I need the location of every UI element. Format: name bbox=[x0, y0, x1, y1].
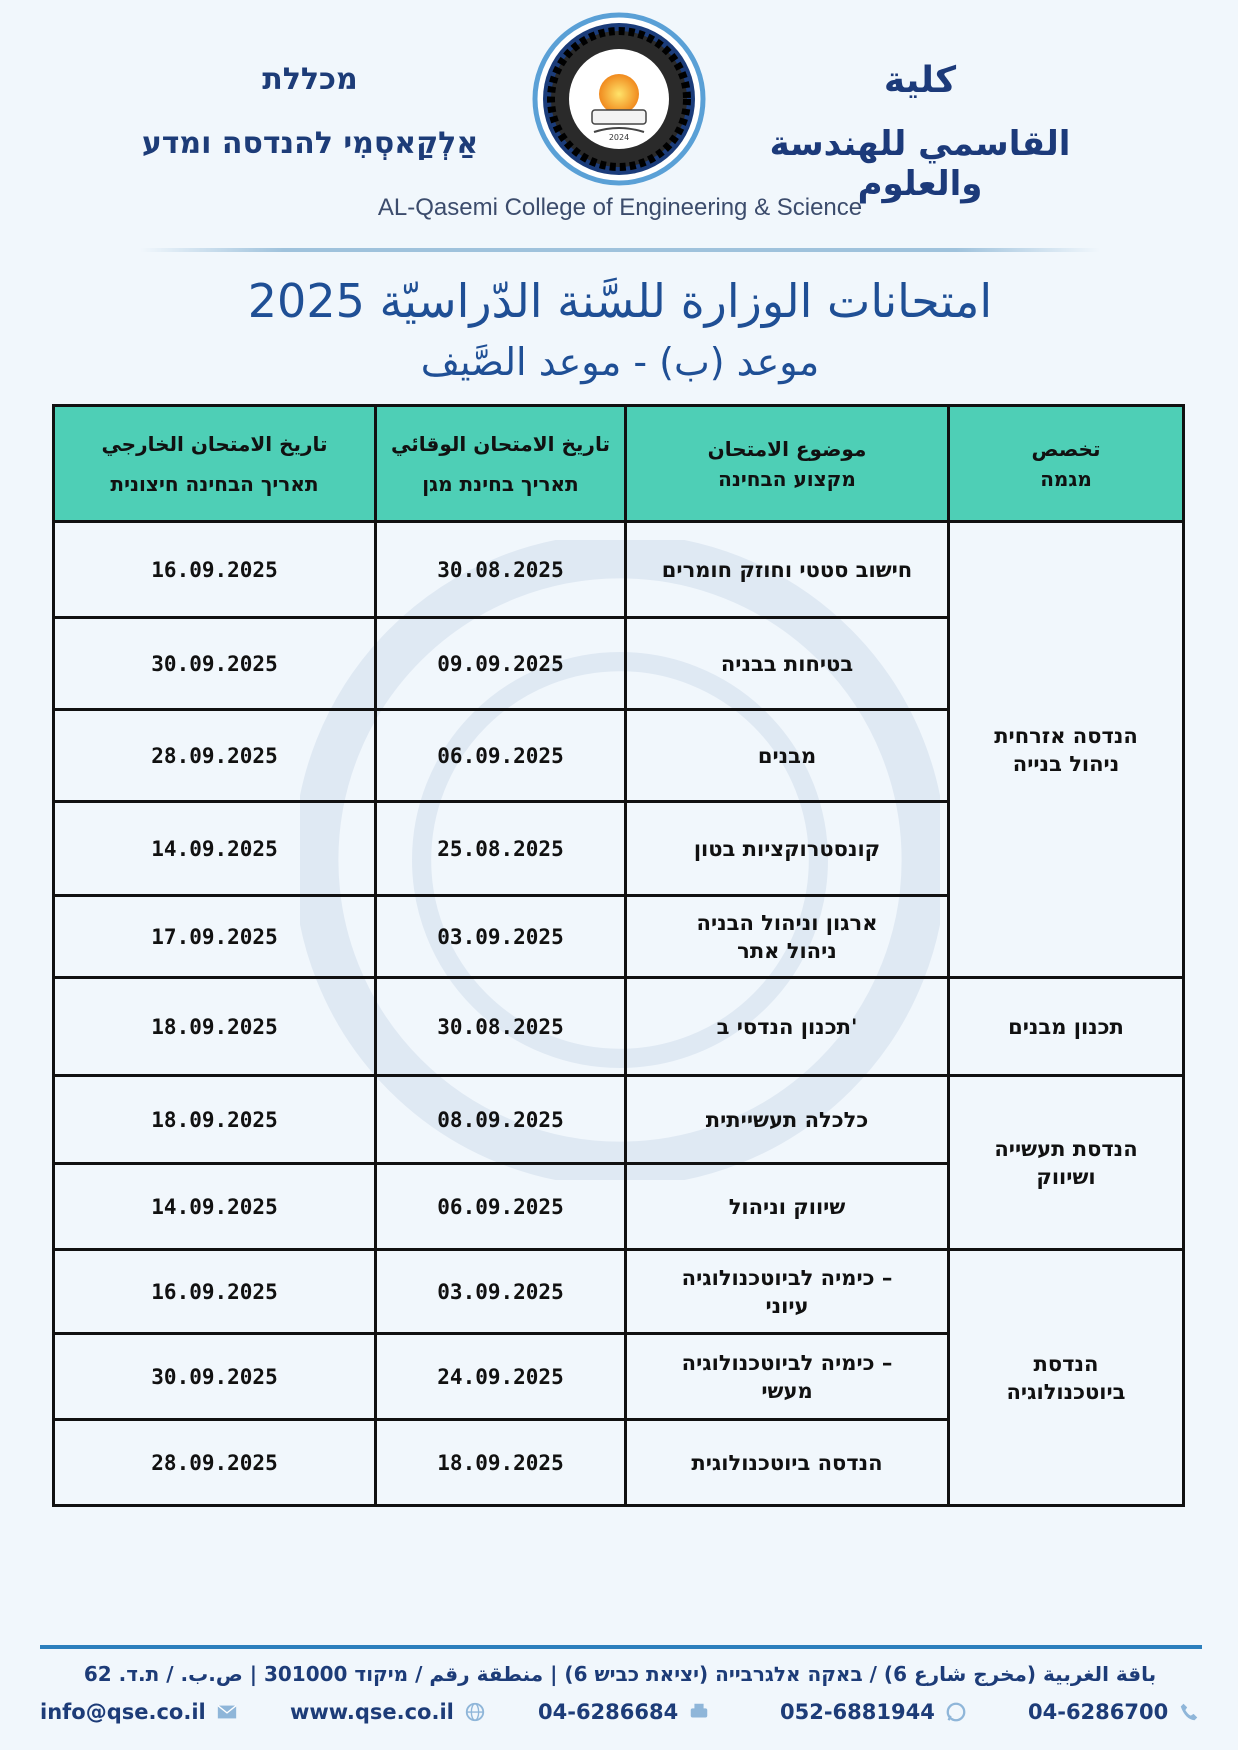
header-prelim-date-ar: تاريخ الامتحان الوقائي bbox=[391, 431, 610, 456]
prelim-date-cell: 08.09.2025 bbox=[376, 1076, 626, 1164]
subject-line: מבנים bbox=[757, 743, 817, 768]
footer-phone bbox=[1028, 1700, 1202, 1724]
subject-line: קונסטרוקציות בטון bbox=[693, 836, 881, 861]
footer-website[interactable] bbox=[290, 1700, 488, 1724]
external-date-cell: 30.09.2025 bbox=[54, 1334, 376, 1420]
specialty-line: ביוטכנולוגיה bbox=[1006, 1379, 1126, 1404]
subject-line: כלכלה תעשייתית bbox=[705, 1107, 869, 1132]
subject-line: מעשי bbox=[761, 1378, 813, 1403]
specialty-line: ושיווק bbox=[1036, 1164, 1096, 1189]
prelim-date-cell: 03.09.2025 bbox=[376, 896, 626, 978]
prelim-date-cell: 24.09.2025 bbox=[376, 1334, 626, 1420]
specialty-line: תכנון מבנים bbox=[1008, 1014, 1124, 1039]
header-external-date bbox=[54, 406, 376, 522]
subject-line: תכנון הנדסי ב' bbox=[716, 1014, 858, 1039]
external-date-cell: 14.09.2025 bbox=[54, 802, 376, 896]
subject-line: ניהול אתר bbox=[737, 938, 837, 963]
arabic-college-name: القاسمي للهندسة والعلوم bbox=[769, 124, 1071, 204]
footer-email[interactable] bbox=[40, 1700, 240, 1724]
external-date-cell: 18.09.2025 bbox=[54, 978, 376, 1076]
external-date-cell: 28.09.2025 bbox=[54, 710, 376, 802]
footer-divider bbox=[40, 1645, 1202, 1649]
header-divider bbox=[140, 248, 1100, 252]
prelim-date-cell: 25.08.2025 bbox=[376, 802, 626, 896]
prelim-date-cell: 30.08.2025 bbox=[376, 978, 626, 1076]
prelim-date-cell: 18.09.2025 bbox=[376, 1420, 626, 1506]
header-specialty-he: מגמה bbox=[1040, 466, 1092, 491]
footer-phone-text: 04-6286700 bbox=[1028, 1700, 1169, 1724]
header-external-date-he: תאריך הבחינה חיצונית bbox=[110, 471, 319, 496]
hebrew-college-name: אַלְקַאסְמִי להנדסה ומדע bbox=[141, 126, 479, 161]
subject-line: הנדסה ביוטכנולוגית bbox=[691, 1450, 883, 1475]
college-logo bbox=[532, 12, 706, 186]
footer-fax bbox=[538, 1700, 712, 1724]
whatsapp-icon bbox=[943, 1701, 969, 1723]
external-date-cell: 17.09.2025 bbox=[54, 896, 376, 978]
globe-icon bbox=[462, 1701, 488, 1723]
specialty-cell bbox=[949, 1250, 1184, 1506]
subject-cell bbox=[626, 1250, 949, 1334]
specialty-cell bbox=[949, 522, 1184, 978]
table-header-row bbox=[54, 406, 1184, 522]
subject-line: חישוב סטטי וחוזק חומרים bbox=[661, 557, 913, 582]
subject-line: כימיה לביוטכנולוגיה – bbox=[681, 1350, 893, 1375]
table-row bbox=[54, 1250, 1184, 1334]
header-specialty bbox=[949, 406, 1184, 522]
email-icon bbox=[214, 1701, 240, 1723]
header-external-date-ar: تاريخ الامتحان الخارجي bbox=[101, 431, 328, 456]
subject-cell bbox=[626, 1164, 949, 1250]
subject-cell bbox=[626, 1420, 949, 1506]
header-specialty-ar: تخصص bbox=[1031, 436, 1101, 461]
external-date-cell: 14.09.2025 bbox=[54, 1164, 376, 1250]
specialty-line: הנדסת bbox=[1033, 1351, 1099, 1376]
prelim-date-cell: 03.09.2025 bbox=[376, 1250, 626, 1334]
footer-website-text[interactable]: www.qse.co.il bbox=[290, 1700, 454, 1724]
external-date-cell: 28.09.2025 bbox=[54, 1420, 376, 1506]
fax-icon bbox=[686, 1701, 712, 1723]
footer-mobile-text: 052-6881944 bbox=[780, 1700, 935, 1724]
subject-cell bbox=[626, 802, 949, 896]
subject-cell bbox=[626, 896, 949, 978]
header-subject bbox=[626, 406, 949, 522]
footer-address: باقة الغربية (مخرج شارع 6) / באקה אלגרבייה (יציאת כביש 6) | منطقة رقم / מיקוד 301000 | ص.ب. / ת.ד. 62 bbox=[83, 1662, 1157, 1686]
table-row bbox=[54, 1076, 1184, 1164]
page-title: امتحانات الوزارة للسَّنة الدّراسيّة 2025 bbox=[247, 274, 993, 328]
subject-cell bbox=[626, 710, 949, 802]
prelim-date-cell: 09.09.2025 bbox=[376, 618, 626, 710]
specialty-line: ניהול בנייה bbox=[1012, 751, 1120, 776]
english-college-name: AL-Qasemi College of Engineering & Science bbox=[377, 194, 863, 221]
external-date-cell: 30.09.2025 bbox=[54, 618, 376, 710]
specialty-line: הנדסה אזרחית bbox=[994, 723, 1138, 748]
header-subject-ar: موضوع الامتحان bbox=[707, 436, 867, 461]
subject-line: בטיחות בבניה bbox=[720, 651, 854, 676]
header-prelim-date-he: תאריך בחינת מגן bbox=[422, 471, 579, 496]
table-row bbox=[54, 978, 1184, 1076]
subject-cell bbox=[626, 978, 949, 1076]
external-date-cell: 16.09.2025 bbox=[54, 1250, 376, 1334]
subject-line: שיווק וניהול bbox=[728, 1194, 846, 1219]
hebrew-college-word: מכללת bbox=[262, 62, 358, 97]
subject-cell bbox=[626, 1076, 949, 1164]
specialty-line: הנדסת תעשייה bbox=[994, 1136, 1138, 1161]
specialty-cell bbox=[949, 1076, 1184, 1250]
arabic-college-word: كلية bbox=[883, 60, 957, 101]
prelim-date-cell: 06.09.2025 bbox=[376, 1164, 626, 1250]
prelim-date-cell: 06.09.2025 bbox=[376, 710, 626, 802]
external-date-cell: 16.09.2025 bbox=[54, 522, 376, 618]
external-date-cell: 18.09.2025 bbox=[54, 1076, 376, 1164]
table-body bbox=[54, 522, 1184, 1506]
footer-fax-text: 04-6286684 bbox=[538, 1700, 679, 1724]
footer-email-text[interactable]: info@qse.co.il bbox=[40, 1700, 206, 1724]
footer-mobile bbox=[780, 1700, 969, 1724]
logo-year: 2024 bbox=[608, 133, 630, 142]
table-row bbox=[54, 522, 1184, 618]
header-subject-he: מקצוע הבחינה bbox=[718, 466, 856, 491]
header-prelim-date bbox=[376, 406, 626, 522]
specialty-cell bbox=[949, 978, 1184, 1076]
subject-line: עיוני bbox=[765, 1293, 809, 1318]
subject-cell bbox=[626, 522, 949, 618]
phone-icon bbox=[1176, 1701, 1202, 1723]
subject-cell bbox=[626, 618, 949, 710]
page-subtitle: موعد (ب) - موعد الصَّيف bbox=[420, 340, 820, 384]
subject-line: כימיה לביוטכנולוגיה – bbox=[681, 1265, 893, 1290]
prelim-date-cell: 30.08.2025 bbox=[376, 522, 626, 618]
subject-line: ארגון וניהול הבניה bbox=[696, 910, 878, 935]
exam-schedule-table bbox=[52, 404, 1185, 1507]
subject-cell bbox=[626, 1334, 949, 1420]
